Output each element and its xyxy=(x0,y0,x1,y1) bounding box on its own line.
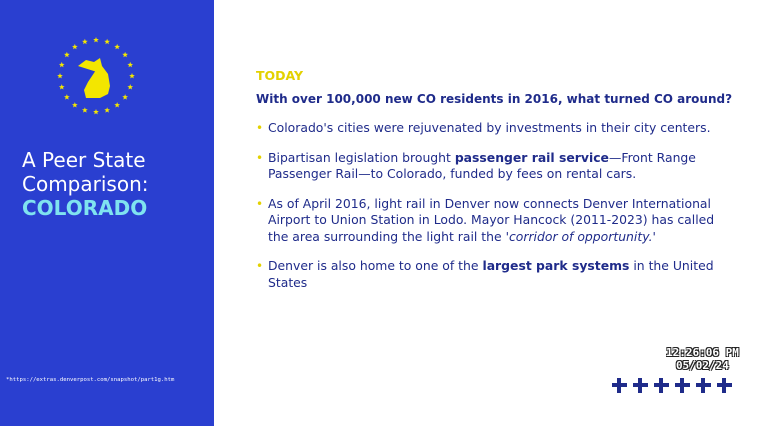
star-icon xyxy=(104,107,110,112)
bullet-item: • Bipartisan legislation brought passenger rail service—Front Range Passenger Rail—to Colorado, funded by fees on rental cars. xyxy=(256,149,696,181)
title-line-2: Comparison: xyxy=(22,172,149,196)
star-icon xyxy=(104,39,110,44)
star-icon xyxy=(82,39,88,44)
star-icon xyxy=(127,62,133,67)
timestamp-time: 12:26:06 PM xyxy=(666,346,739,359)
title-line-1: A Peer State xyxy=(22,148,146,172)
star-icon xyxy=(57,73,63,78)
slide-title xyxy=(22,148,148,220)
timestamp-date: 05/02/24 xyxy=(675,359,729,372)
section-heading: TODAY xyxy=(256,68,304,83)
star-icon xyxy=(72,44,78,49)
star-icon xyxy=(122,52,128,57)
plus-icon xyxy=(612,378,627,393)
bullet-item: • Denver is also home to one of the largest park systems in the United States xyxy=(256,258,714,290)
star-icon xyxy=(129,73,135,78)
star-icon xyxy=(59,84,65,89)
bullet-dot-icon: • xyxy=(256,259,264,273)
plus-icon xyxy=(696,378,711,393)
star-icon xyxy=(93,109,99,114)
section-subheading: With over 100,000 new CO residents in 2016, what turned CO around? xyxy=(256,92,733,106)
bullet-item: • As of April 2016, light rail in Denver now connects Denver International Airport to Union Station in Lodo. Mayor Hancock (2011-2023) has called the area surrounding the light rail the 'corridor of opportunity.' xyxy=(256,195,715,244)
star-icon xyxy=(122,94,128,99)
star-icon xyxy=(114,44,120,49)
video-timestamp xyxy=(666,346,739,372)
star-icon xyxy=(64,94,70,99)
star-icon xyxy=(72,102,78,107)
sidebar-panel xyxy=(0,0,214,426)
plus-icon xyxy=(654,378,669,393)
bullet-dot-icon: • xyxy=(256,196,264,211)
star-icon xyxy=(82,107,88,112)
michigan-stars-emblem-icon xyxy=(56,36,136,116)
star-icon xyxy=(64,52,70,57)
bullet-item: • Colorado's cities were rejuvenated by investments in their city centers. xyxy=(256,120,711,135)
star-icon xyxy=(114,102,120,107)
plus-icon xyxy=(717,378,732,393)
content-panel xyxy=(214,0,760,426)
decorative-plus-row xyxy=(612,378,732,393)
plus-icon xyxy=(675,378,690,393)
bullet-list xyxy=(256,120,726,304)
star-icon xyxy=(93,37,99,42)
star-icon xyxy=(127,84,133,89)
star-icon xyxy=(59,62,65,67)
source-footnote: *https://extras.denverpost.com/snapshot/part1g.htm xyxy=(6,377,175,383)
bullet-dot-icon: • xyxy=(256,121,264,135)
title-state: COLORADO xyxy=(22,196,148,220)
plus-icon xyxy=(633,378,648,393)
bullet-dot-icon: • xyxy=(256,150,264,165)
